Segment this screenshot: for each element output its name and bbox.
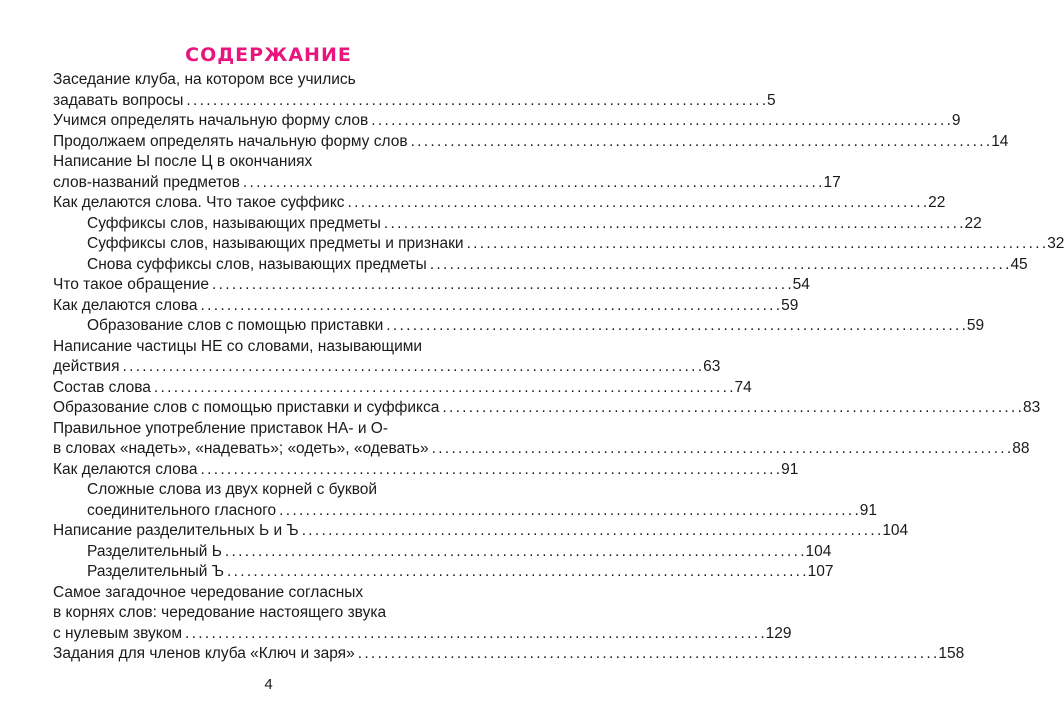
toc-entry-text: Что такое обращение [53,276,210,293]
toc-entry[interactable] [53,214,982,235]
toc-entry-line [53,316,985,337]
toc-page-number: 22 [928,194,946,211]
dot-leader [411,132,990,153]
toc-entry[interactable] [53,296,799,317]
toc-entry-line [53,419,499,440]
toc-entry-line [53,501,878,522]
dot-leader [432,439,1011,460]
toc-entry-text: Как делаются слова. Что такое суффикс [53,194,345,211]
dot-leader [154,378,733,399]
toc-entry-line [53,603,499,624]
dot-leader [386,316,965,337]
toc-entry-line [53,378,752,399]
toc-page-number: 14 [991,132,1009,150]
toc-entry-line [53,521,909,542]
toc-entry-text: Сложные слова из двух корней с буквой [87,481,378,498]
toc-entry-text: Самое загадочное чередование согласных [53,583,364,601]
dot-leader [467,234,1046,255]
toc-entry-line [53,111,961,132]
dot-leader [212,275,791,296]
toc-entry-text: Написание Ы после Ц в окончаниях [53,153,313,170]
toc-entry-text: Суффиксы слов, называющих предметы и признаки [87,235,464,252]
toc-entry-text: Разделительный Ь [87,542,222,560]
toc-entry-line [53,542,832,563]
toc-entry-text: Написание разделительных Ь и Ъ [53,522,299,539]
toc-page-number: 158 [938,645,965,662]
toc-entry-text: Правильное употребление приставок НА- и О- [53,419,388,437]
toc-entry-line [53,275,810,296]
toc-entry-line [53,337,499,358]
table-of-contents [53,70,1064,665]
dot-leader [348,193,927,214]
toc-page-number: 104 [805,542,832,560]
toc-entry[interactable] [53,337,721,378]
toc-page-number: 22 [964,214,982,232]
dot-leader [185,624,764,645]
toc-entry[interactable] [53,480,878,521]
dot-leader [371,111,950,132]
toc-page-number: 91 [781,460,799,478]
toc-entry-text: Заседание клуба, на котором все учились [53,71,356,88]
dot-leader [186,91,765,112]
toc-entry-line [53,644,965,665]
toc-page-number: 32 [1047,235,1064,252]
toc-entry-text: Продолжаем определять начальную форму слов [53,132,408,150]
toc-entry-text: Разделительный Ъ [87,563,224,580]
dot-leader [200,460,779,481]
toc-entry-text: с нулевым звуком [53,624,183,642]
toc-entry-line [53,583,499,604]
toc-entry-text: задавать вопросы [53,91,184,109]
toc-page-number: 59 [781,296,799,314]
toc-entry[interactable] [53,542,832,563]
dot-leader [384,214,963,235]
page-number: 4 [264,676,273,693]
toc-entry-text: слов-названий предметов [53,173,240,191]
toc-entry[interactable] [53,70,776,111]
toc-entry[interactable] [53,111,961,132]
toc-entry-line [53,562,834,583]
toc-entry[interactable] [53,562,834,583]
dot-leader [430,255,1009,276]
dot-leader [302,521,881,542]
toc-entry[interactable] [53,316,985,337]
toc-entry-text: Написание частицы НЕ со словами, называющими [53,337,423,355]
toc-page-number: 129 [765,624,792,642]
toc-entry-line [53,255,1028,276]
dot-leader [279,501,858,522]
dot-leader [122,357,701,378]
toc-entry-text: Как делаются слова [53,296,198,314]
toc-entry-line [53,624,792,645]
toc-page-number: 88 [1012,440,1030,457]
toc-page-number: 5 [767,91,776,109]
toc-entry-text: Образование слов с помощью приставки и суффикса [53,399,440,416]
toc-entry[interactable] [53,378,752,399]
toc-entry-text: Задания для членов клуба «Ключ и заря» [53,645,355,662]
toc-entry-line [53,480,499,501]
toc-entry-text: Суффиксы слов, называющих предметы [87,214,381,232]
toc-entry[interactable] [53,234,1064,255]
toc-entry[interactable] [53,132,1009,153]
toc-entry-line [53,152,499,173]
dot-leader [442,398,1021,419]
toc-entry-line [53,296,799,317]
toc-entry-text: Образование слов с помощью приставки [87,317,384,334]
toc-entry[interactable] [53,460,799,481]
toc-entry-line [53,173,841,194]
dot-leader [227,562,806,583]
dot-leader [225,542,804,563]
toc-entry-line [53,214,982,235]
toc-page-number: 107 [807,563,834,580]
toc-page-number: 45 [1010,255,1028,273]
toc-page-number: 83 [1022,399,1041,416]
toc-entry[interactable] [53,398,1041,419]
toc-entry-line [53,193,946,214]
toc-page-number: 104 [882,522,909,539]
toc-entry-text: действия [53,358,120,375]
toc-page-number: 17 [823,173,841,191]
toc-page-number: 54 [792,276,810,293]
dot-leader [243,173,822,194]
page-title: СОДЕРЖАНИЕ [185,44,352,66]
toc-entry-line [53,357,721,378]
toc-entry-text: Как делаются слова [53,460,198,478]
toc-entry[interactable] [53,193,946,214]
toc-entry[interactable] [53,255,1028,276]
toc-entry-line [53,70,499,91]
toc-page-number: 63 [703,358,721,375]
toc-entry-text: в словах «надеть», «надевать»; «одеть», «одевать» [53,440,429,457]
toc-entry-text: Учимся определять начальную форму слов [53,112,369,129]
toc-entry[interactable] [53,521,909,542]
toc-entry-line [53,460,799,481]
toc-entry-text: соединительного гласного [87,501,277,519]
toc-entry[interactable] [53,419,1030,460]
toc-entry[interactable] [53,644,965,665]
toc-page-number: 74 [734,378,752,396]
toc-entry-line [53,91,776,112]
toc-entry-line [53,398,1041,419]
toc-entry[interactable] [53,152,841,193]
toc-entry[interactable] [53,275,810,296]
toc-entry[interactable] [53,583,792,645]
dot-leader [358,644,937,665]
toc-entry-text: Состав слова [53,378,151,396]
toc-entry-text: Снова суффиксы слов, называющих предметы [87,255,427,273]
dot-leader [200,296,779,317]
toc-page-number: 9 [951,112,961,129]
toc-entry-line [53,132,1009,153]
toc-page-number: 59 [966,317,985,334]
toc-entry-text: в корнях слов: чередование настоящего звука [53,604,387,621]
toc-entry-line [53,439,1030,460]
toc-entry-line [53,234,1064,255]
toc-page-number: 91 [859,501,878,519]
